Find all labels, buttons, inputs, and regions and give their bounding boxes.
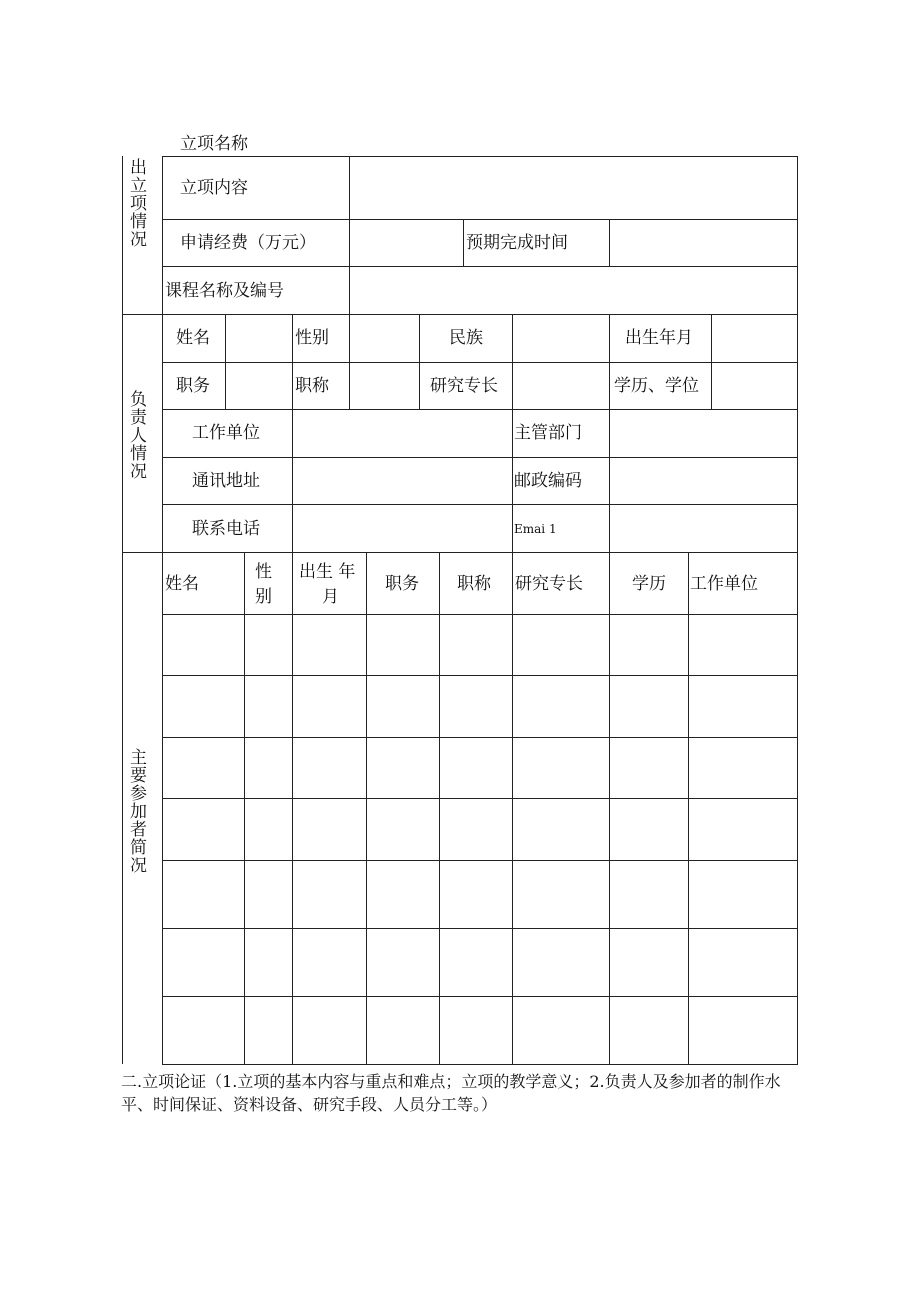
leader-ethnicity-field[interactable] [513, 315, 609, 362]
leader-email-label: Emai 1 [514, 522, 557, 536]
participant-row[interactable] [163, 738, 797, 798]
leader-position-field[interactable] [226, 363, 292, 409]
participant-row[interactable] [163, 997, 797, 1064]
completion-time-label: 预期完成时间 [466, 233, 568, 253]
leader-address-label: 通讯地址 [192, 471, 260, 491]
participant-row[interactable] [163, 929, 797, 996]
participant-gender-header-2: 别 [255, 587, 272, 607]
leader-degree-field[interactable] [712, 363, 797, 409]
participant-research-header: 研究专长 [515, 574, 583, 594]
participant-row[interactable] [163, 615, 797, 675]
leader-email-field[interactable] [610, 505, 797, 552]
leader-name-label: 姓名 [176, 328, 210, 348]
participant-position-header: 职务 [385, 574, 419, 594]
leader-birth-label: 出生年月 [625, 328, 693, 348]
leader-phone-field[interactable] [293, 505, 512, 552]
leader-title-field[interactable] [350, 363, 419, 409]
col-line [463, 219, 464, 266]
section-divider [122, 552, 798, 553]
participant-row[interactable] [163, 676, 797, 737]
completion-time-field[interactable] [610, 220, 797, 266]
leader-address-field[interactable] [293, 458, 512, 504]
participant-workplace-header: 工作单位 [690, 574, 758, 594]
participant-birth-header-2: 月 [322, 587, 339, 607]
participant-title-header: 职称 [457, 574, 491, 594]
leader-ethnicity-label: 民族 [449, 328, 483, 348]
project-name-label: 立项名称 [180, 134, 248, 154]
project-content-field[interactable] [350, 157, 797, 219]
participants-section-title: 主要参加者简况 [126, 748, 146, 874]
project-section-title: 出立项情况 [126, 158, 146, 248]
participant-gender-header: 性 [255, 562, 272, 582]
leader-phone-label: 联系电话 [192, 519, 260, 539]
participant-education-header: 学历 [632, 574, 666, 594]
participant-row[interactable] [163, 799, 797, 860]
leader-name-field[interactable] [226, 315, 292, 362]
col-line [419, 314, 420, 409]
funding-field[interactable] [350, 220, 463, 266]
section-divider [122, 314, 798, 315]
leader-postcode-field[interactable] [610, 458, 797, 504]
participant-birth-header: 出生 年 [299, 562, 356, 582]
leader-birth-field[interactable] [712, 315, 797, 362]
leader-department-label: 主管部门 [514, 423, 582, 443]
leader-degree-label: 学历、学位 [614, 376, 699, 396]
course-name-label: 课程名称及编号 [165, 281, 284, 301]
leader-workplace-label: 工作单位 [192, 423, 260, 443]
leader-section-title: 负责人情况 [126, 390, 146, 480]
project-content-label: 立项内容 [180, 178, 248, 198]
project-justification-note: 二.立项论证（1.立项的基本内容与重点和难点；立项的教学意义；2.负责人及参加者的制作水平、时间保证、资料设备、研究手段、人员分工等。） [121, 1072, 781, 1114]
leader-position-label: 职务 [176, 376, 210, 396]
leader-research-label: 研究专长 [430, 376, 498, 396]
leader-postcode-label: 邮政编码 [514, 471, 582, 491]
participant-name-header: 姓名 [165, 574, 199, 594]
funding-label: 申请经费（万元） [180, 233, 316, 253]
leader-research-field[interactable] [513, 363, 609, 409]
leader-department-field[interactable] [610, 410, 797, 457]
form-left-border [122, 156, 123, 1064]
participant-row[interactable] [163, 861, 797, 928]
leader-title-label: 职称 [295, 376, 329, 396]
course-name-field[interactable] [350, 267, 797, 314]
leader-workplace-field[interactable] [293, 410, 512, 457]
leader-gender-label: 性别 [295, 328, 329, 348]
leader-gender-field[interactable] [350, 315, 419, 362]
form-bottom-border [162, 1064, 798, 1065]
